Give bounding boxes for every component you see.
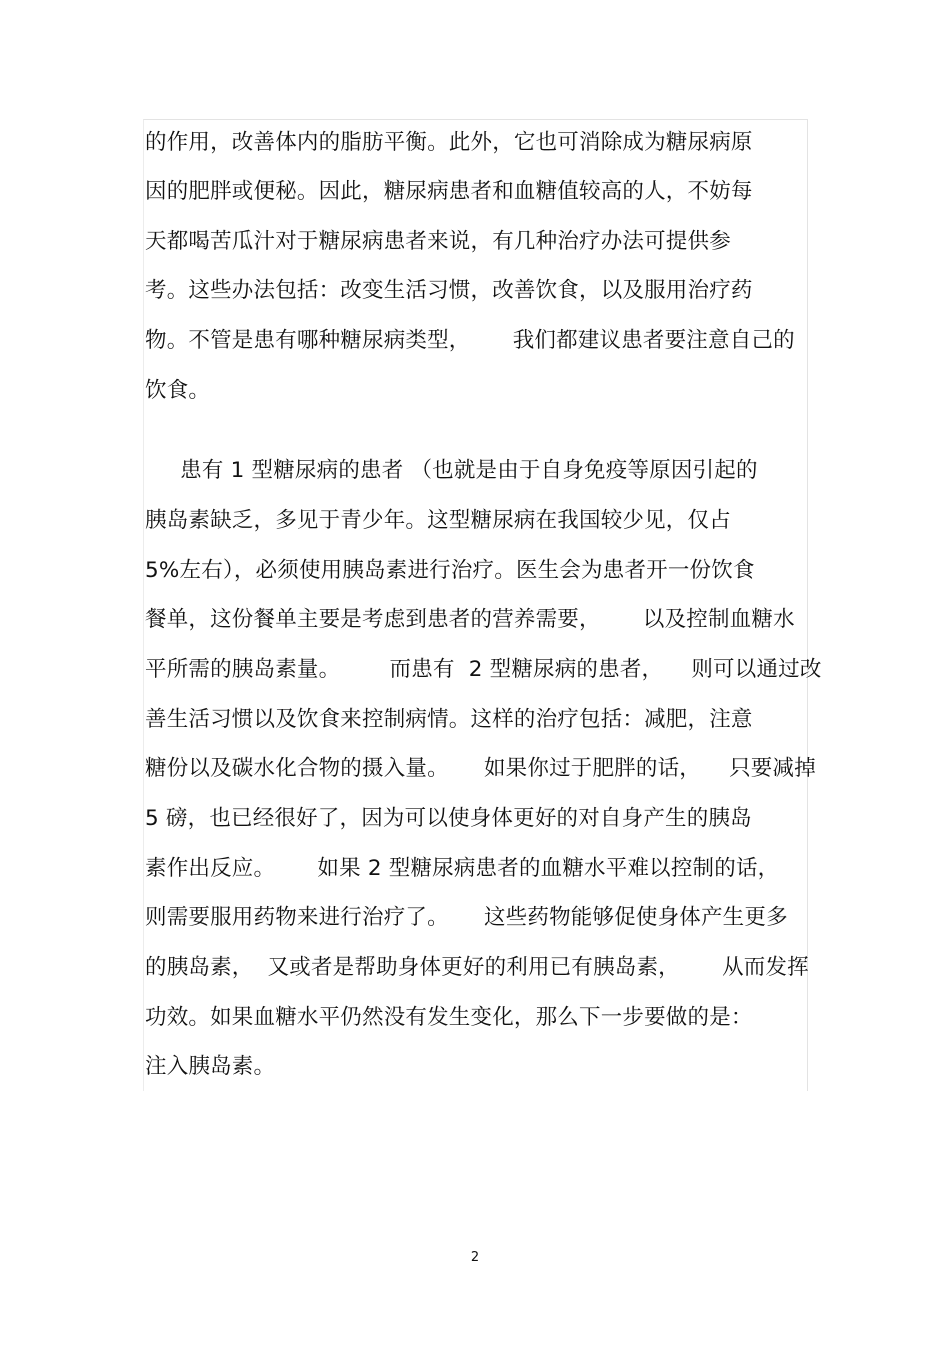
text-line: 物。不管是患有哪种糖尿病类型， 我们都建议患者要注意自己的 [145,328,795,353]
text-line: 则需要服用药物来进行治疗了。 这些药物能够促使身体产生更多 [145,905,788,930]
text-line: 胰岛素缺乏，多见于青少年。这型糖尿病在我国较少见，仅占 [145,508,731,533]
text-line: 天都喝苦瓜汁对于糖尿病患者来说，有几种治疗办法可提供参 [145,229,731,254]
text-line: 素作出反应。 如果 2 型糖尿病患者的血糖水平难以控制的话， [145,856,780,881]
text-line: 注入胰岛素。 [145,1054,276,1079]
page-number: 2 [470,1250,480,1265]
text-line: 糖份以及碳水化合物的摄入量。 如果你过于肥胖的话， 只要减掉 [145,756,816,781]
text-line: 平所需的胰岛素量。 而患有 2 型糖尿病的患者， 则可以通过改 [145,657,822,682]
text-line: 餐单，这份餐单主要是考虑到患者的营养需要， 以及控制血糖水 [145,607,795,632]
text-line: 的作用，改善体内的脂肪平衡。此外，它也可消除成为糖尿病原 [145,130,753,155]
text-line: 5 磅，也已经很好了，因为可以使身体更好的对自身产生的胰岛 [145,806,752,831]
text-line: 考。这些办法包括：改变生活习惯，改善饮食，以及服用治疗药 [145,278,753,303]
text-line: 饮食。 [145,378,211,403]
text-line: 患有 1 型糖尿病的患者 （也就是由于自身免疫等原因引起的 [145,458,758,483]
text-line: 5%左右），必须使用胰岛素进行治疗。医生会为患者开一份饮食 [145,558,755,583]
text-line: 善生活习惯以及饮食来控制病情。这样的治疗包括：减肥，注意 [145,707,753,732]
text-line: 功效。如果血糖水平仍然没有发生变化，那么下一步要做的是： [145,1005,753,1030]
text-line: 因的肥胖或便秘。因此，糖尿病患者和血糖值较高的人，不妨每 [145,179,753,204]
text-line: 的胰岛素， 又或者是帮助身体更好的利用已有胰岛素， 从而发挥 [145,955,809,980]
